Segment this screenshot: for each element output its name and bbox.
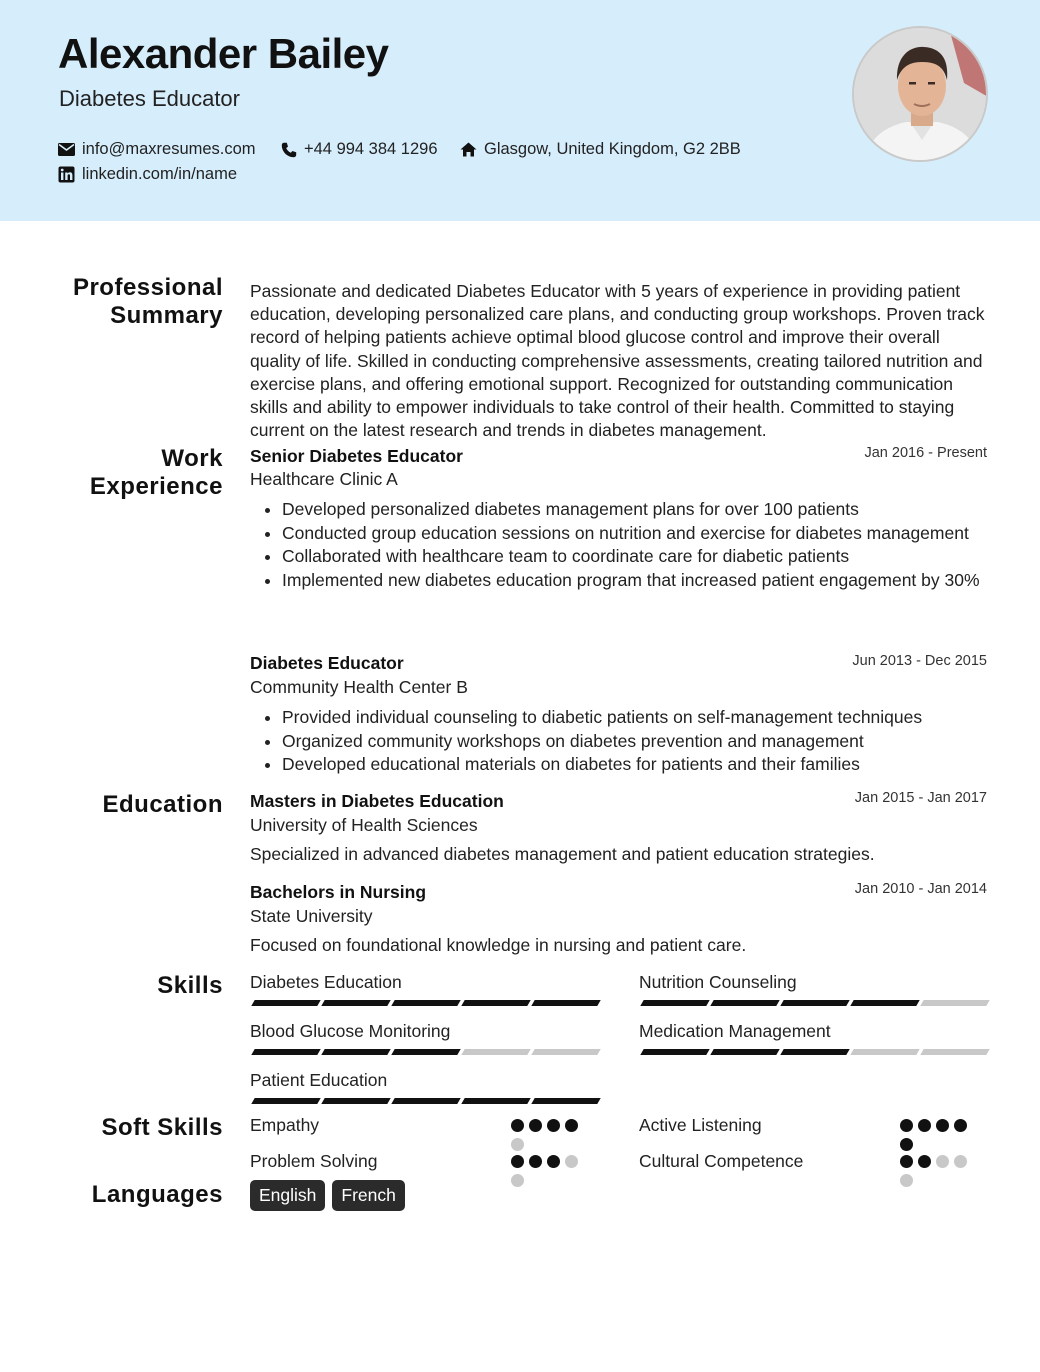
skill-level-segment bbox=[461, 1049, 530, 1055]
rating-dot bbox=[529, 1119, 542, 1132]
job-role: Senior Diabetes Educator bbox=[250, 446, 463, 466]
skill-level-segment bbox=[321, 1049, 390, 1055]
job-bullet: Organized community workshops on diabetes prevention and management bbox=[282, 730, 982, 754]
rating-dot bbox=[936, 1119, 949, 1132]
linkedin-text: linkedin.com/in/name bbox=[82, 165, 237, 183]
job-organization: Community Health Center B bbox=[250, 677, 468, 697]
section-title-summary-line1: Professional bbox=[72, 274, 223, 301]
skill-name: Medication Management bbox=[639, 1021, 831, 1041]
job-bullet: Conducted group education sessions on nutrition and exercise for diabetes management bbox=[282, 522, 982, 546]
language-tag: French bbox=[332, 1180, 404, 1211]
rating-dot bbox=[511, 1119, 524, 1132]
job-dates: Jun 2013 - Dec 2015 bbox=[852, 653, 987, 669]
skill-level-segment bbox=[321, 1098, 390, 1104]
soft-skill-name: Cultural Competence bbox=[639, 1151, 804, 1171]
job-bullets bbox=[282, 498, 982, 592]
skill-name: Nutrition Counseling bbox=[639, 972, 797, 992]
phone-contact[interactable] bbox=[281, 140, 438, 159]
skill-level-segment bbox=[780, 1000, 849, 1006]
linkedin-icon bbox=[58, 166, 75, 183]
rating-dot bbox=[547, 1155, 560, 1168]
skill-level-segment bbox=[920, 1000, 989, 1006]
soft-skill-rating bbox=[511, 1119, 583, 1151]
soft-skill-name: Active Listening bbox=[639, 1115, 762, 1135]
section-title-work-line2: Experience bbox=[89, 473, 223, 500]
language-tags bbox=[250, 1180, 405, 1211]
job-bullet: Developed personalized diabetes management plans for over 100 patients bbox=[282, 498, 982, 522]
candidate-name: Alexander Bailey bbox=[58, 30, 389, 77]
email-contact[interactable] bbox=[58, 140, 256, 159]
skill-level-segment bbox=[251, 1098, 320, 1104]
rating-dot bbox=[954, 1119, 967, 1132]
skill-level-segment bbox=[391, 1049, 460, 1055]
rating-dot bbox=[918, 1119, 931, 1132]
rating-dot bbox=[900, 1155, 913, 1168]
linkedin-contact[interactable] bbox=[58, 165, 237, 184]
job-bullet: Implemented new diabetes education program that increased patient engagement by 30% bbox=[282, 569, 982, 593]
skill-level-segment bbox=[920, 1049, 989, 1055]
rating-dot bbox=[529, 1155, 542, 1168]
soft-skill-name: Empathy bbox=[250, 1115, 320, 1135]
section-title-languages: Languages bbox=[91, 1181, 223, 1208]
language-tag: English bbox=[250, 1180, 325, 1211]
rating-dot bbox=[511, 1138, 524, 1151]
job-bullets bbox=[282, 706, 982, 777]
skill-level-bar bbox=[642, 1049, 988, 1055]
address-text: Glasgow, United Kingdom, G2 2BB bbox=[484, 140, 741, 158]
skill-level-segment bbox=[321, 1000, 390, 1006]
address-contact bbox=[460, 140, 741, 159]
envelope-icon bbox=[58, 143, 75, 156]
skill-level-segment bbox=[461, 1000, 530, 1006]
rating-dot bbox=[900, 1119, 913, 1132]
school-name: State University bbox=[250, 906, 373, 926]
section-title-soft-skills: Soft Skills bbox=[101, 1114, 223, 1141]
section-title-education: Education bbox=[102, 791, 223, 818]
job-bullet: Developed educational materials on diabetes for patients and their families bbox=[282, 753, 982, 777]
rating-dot bbox=[547, 1119, 560, 1132]
skill-level-segment bbox=[850, 1000, 919, 1006]
skill-level-bar bbox=[253, 1098, 599, 1104]
phone-text: +44 994 384 1296 bbox=[304, 140, 438, 158]
skill-level-segment bbox=[531, 1049, 600, 1055]
section-title-skills: Skills bbox=[157, 972, 223, 999]
job-role: Diabetes Educator bbox=[250, 653, 404, 673]
skill-level-segment bbox=[531, 1098, 600, 1104]
phone-icon bbox=[281, 142, 297, 158]
skill-level-segment bbox=[251, 1049, 320, 1055]
summary-paragraph: Passionate and dedicated Diabetes Educator with 5 years of experience in providing patient education, developing personalized care plans, and conducting group workshops. Proven track record of helping patients achieve optimal blood glucose control and improve their overall quality of life. Skilled in conducting comprehensive assessments, creating tailored nutrition and exercise plans, and offering emotional support. Recognized for outstanding communication skills and ability to empower individuals to take control of their health. Committed to staying current on the latest research and trends in diabetes management. bbox=[250, 281, 985, 441]
email-text: info@maxresumes.com bbox=[82, 140, 256, 158]
skill-level-segment bbox=[780, 1049, 849, 1055]
skill-level-segment bbox=[640, 1000, 709, 1006]
degree-title: Bachelors in Nursing bbox=[250, 882, 427, 902]
profile-avatar-image bbox=[854, 28, 988, 162]
skill-level-segment bbox=[640, 1049, 709, 1055]
skill-level-segment bbox=[531, 1000, 600, 1006]
rating-dot bbox=[565, 1119, 578, 1132]
job-bullet: Collaborated with healthcare team to coordinate care for diabetic patients bbox=[282, 545, 982, 569]
degree-dates: Jan 2015 - Jan 2017 bbox=[854, 790, 987, 806]
section-title-work-line1: Work bbox=[161, 445, 223, 472]
skill-name: Diabetes Education bbox=[250, 972, 402, 992]
skill-level-segment bbox=[461, 1098, 530, 1104]
rating-dot bbox=[565, 1155, 578, 1168]
soft-skill-name: Problem Solving bbox=[250, 1151, 378, 1171]
soft-skill-rating bbox=[900, 1119, 972, 1151]
rating-dot bbox=[900, 1138, 913, 1151]
job-dates: Jan 2016 - Present bbox=[864, 445, 987, 461]
job-bullet: Provided individual counseling to diabetic patients on self-management techniques bbox=[282, 706, 982, 730]
soft-skill-rating bbox=[900, 1155, 972, 1187]
resume-header bbox=[0, 0, 1040, 221]
degree-description: Specialized in advanced diabetes management and patient education strategies. bbox=[250, 844, 875, 864]
skill-name: Blood Glucose Monitoring bbox=[250, 1021, 451, 1041]
home-icon bbox=[460, 142, 477, 157]
skill-level-segment bbox=[251, 1000, 320, 1006]
skill-level-segment bbox=[710, 1049, 779, 1055]
rating-dot bbox=[954, 1155, 967, 1168]
skill-level-bar bbox=[642, 1000, 988, 1006]
skill-level-segment bbox=[391, 1000, 460, 1006]
rating-dot bbox=[511, 1155, 524, 1168]
rating-dot bbox=[936, 1155, 949, 1168]
skill-name: Patient Education bbox=[250, 1070, 388, 1090]
profile-photo bbox=[852, 26, 988, 162]
candidate-title: Diabetes Educator bbox=[59, 86, 240, 111]
degree-description: Focused on foundational knowledge in nursing and patient care. bbox=[250, 935, 747, 955]
rating-dot bbox=[918, 1155, 931, 1168]
section-title-work bbox=[23, 445, 223, 501]
section-title-summary-line2: Summary bbox=[110, 302, 223, 329]
degree-title: Masters in Diabetes Education bbox=[250, 791, 504, 811]
skill-level-bar bbox=[253, 1049, 599, 1055]
section-title-summary bbox=[23, 274, 223, 330]
rating-dot bbox=[900, 1174, 913, 1187]
rating-dot bbox=[511, 1174, 524, 1187]
skill-level-bar bbox=[253, 1000, 599, 1006]
skill-level-segment bbox=[710, 1000, 779, 1006]
skill-level-segment bbox=[391, 1098, 460, 1104]
skill-level-segment bbox=[850, 1049, 919, 1055]
school-name: University of Health Sciences bbox=[250, 815, 478, 835]
degree-dates: Jan 2010 - Jan 2014 bbox=[854, 881, 987, 897]
job-organization: Healthcare Clinic A bbox=[250, 469, 398, 489]
soft-skill-rating bbox=[511, 1155, 583, 1187]
